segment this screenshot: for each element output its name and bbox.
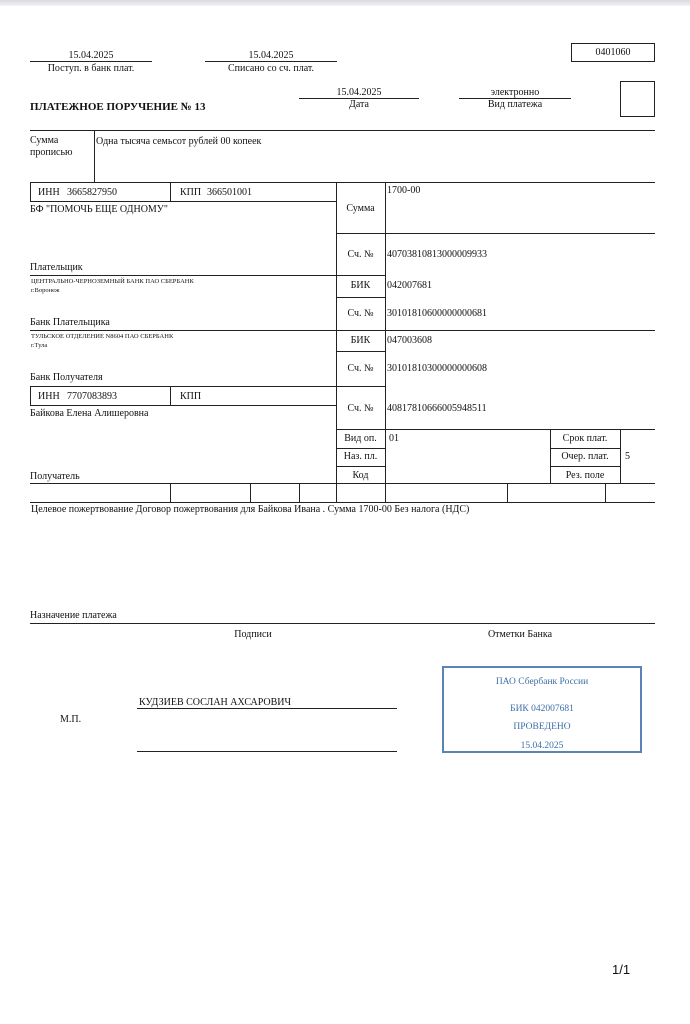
signer-name: КУДЗИЕВ СОСЛАН АХСАРОВИЧ	[139, 697, 292, 708]
bank-marks-label: Отметки Банка	[487, 629, 553, 640]
payee-bank-label: Банк Получателя	[30, 372, 103, 383]
payee-bank-bik: 047003608	[387, 335, 432, 346]
payer-bank-label: Банк Плательщика	[30, 317, 110, 328]
divider	[620, 429, 621, 483]
divider	[550, 448, 620, 449]
payee-acc: 40817810666005948511	[387, 403, 487, 414]
payee-acc-label: Сч. №	[347, 403, 374, 414]
form-code: 0401060	[595, 47, 631, 58]
amount-value: 1700-00	[387, 185, 421, 196]
divider	[30, 201, 336, 202]
divider	[336, 448, 385, 449]
bank-stamp	[442, 666, 642, 753]
page-counter: 1/1	[612, 962, 631, 977]
divider	[30, 182, 655, 183]
payment-type-label: Вид платежа	[487, 99, 543, 110]
divider	[336, 233, 655, 234]
payee-bank-bik-label: БИК	[350, 335, 371, 346]
divider	[30, 61, 152, 62]
viewer-top-bar	[0, 0, 690, 6]
received-date: 15.04.2025	[68, 50, 114, 61]
divider	[94, 130, 95, 182]
divider	[30, 182, 31, 201]
divider	[30, 386, 31, 405]
divider	[30, 405, 336, 406]
ocher-plat-value: 5	[625, 451, 630, 462]
rez-pole-label: Рез. поле	[565, 470, 605, 481]
amount-words-label-1: Сумма	[30, 135, 59, 146]
amount-words-label-2: прописью	[30, 147, 73, 158]
signature-line	[137, 708, 397, 709]
payer-bank-name: ЦЕНТРАЛЬНО-ЧЕРНОЗЕМНЫЙ БАНК ПАО СБЕРБАНК	[31, 278, 194, 285]
divider	[30, 502, 655, 503]
divider	[205, 61, 337, 62]
divider	[30, 275, 385, 276]
payer-kpp: 366501001	[207, 187, 252, 198]
naz-pl-label: Наз. пл.	[343, 451, 378, 462]
payer-label: Плательщик	[30, 262, 83, 273]
payer-account: 40703810813000009933	[387, 249, 487, 260]
empty-code-box	[620, 81, 655, 117]
purpose-text: Целевое пожертвование Договор пожертвования для Байкова Ивана . Сумма 1700-00 Без налога (НДС)	[31, 504, 470, 515]
ocher-plat-label: Очер. плат.	[561, 451, 609, 462]
payer-bank-bik-label: БИК	[350, 280, 371, 291]
document-title: ПЛАТЕЖНОЕ ПОРУЧЕНИЕ № 13	[30, 101, 206, 113]
payer-inn: 3665827950	[67, 187, 117, 198]
debited-date-label: Списано со сч. плат.	[227, 63, 315, 74]
stamp-status: ПРОВЕДЕНО	[513, 722, 571, 732]
payer-bank-acc-label: Сч. №	[347, 308, 374, 319]
divider	[170, 182, 171, 201]
divider	[299, 483, 300, 502]
payer-bank-bik: 042007681	[387, 280, 432, 291]
vid-op-label: Вид оп.	[344, 433, 377, 444]
divider	[170, 483, 171, 502]
divider	[170, 386, 171, 405]
divider	[336, 429, 655, 430]
payee-kpp-label: КПП	[180, 391, 202, 402]
payer-account-label: Сч. №	[347, 249, 374, 260]
signature-line	[137, 751, 397, 752]
divider	[30, 130, 655, 131]
divider	[30, 386, 385, 387]
signatures-label: Подписи	[234, 629, 272, 640]
received-date-label: Поступ. в банк плат.	[47, 63, 135, 74]
payer-name: БФ "ПОМОЧЬ ЕЩЕ ОДНОМУ"	[30, 204, 168, 215]
payer-bank-acc: 30101810600000000681	[387, 308, 487, 319]
vid-op-value: 01	[389, 433, 399, 444]
payee-inn-label: ИНН	[38, 391, 60, 402]
divider	[336, 297, 385, 298]
divider	[30, 483, 655, 484]
divider	[507, 483, 508, 502]
stamp-bik: БИК 042007681	[510, 704, 574, 714]
payment-type: электронно	[490, 87, 540, 98]
amount-label: Сумма	[346, 203, 375, 214]
document-date: 15.04.2025	[336, 87, 382, 98]
payee-inn: 7707083893	[67, 391, 117, 402]
divider	[30, 623, 655, 624]
divider	[336, 351, 385, 352]
mp-label: М.П.	[60, 714, 82, 725]
payer-bank-city: г.Воронеж	[31, 287, 60, 294]
payee-name: Байкова Елена Алишеровна	[30, 408, 149, 419]
payee-label: Получатель	[30, 471, 80, 482]
purpose-label: Назначение платежа	[30, 610, 117, 621]
form-code-box	[571, 43, 655, 62]
divider	[336, 466, 385, 467]
amount-words-value: Одна тысяча семьсот рублей 00 копеек	[96, 136, 262, 147]
kod-label: Код	[352, 470, 369, 481]
debited-date: 15.04.2025	[248, 50, 294, 61]
srok-plat-label: Срок плат.	[562, 433, 608, 444]
payee-bank-city: г.Тула	[31, 342, 48, 349]
payee-bank-acc-label: Сч. №	[347, 363, 374, 374]
divider	[550, 466, 620, 467]
divider	[250, 483, 251, 502]
payer-kpp-label: КПП	[180, 187, 202, 198]
document-date-label: Дата	[349, 99, 369, 110]
divider	[30, 330, 655, 331]
payee-bank-acc: 30101810300000000608	[387, 363, 487, 374]
divider	[605, 483, 606, 502]
stamp-bank-name: ПАО Сбербанк России	[495, 677, 589, 687]
payer-inn-label: ИНН	[38, 187, 60, 198]
divider	[385, 182, 386, 502]
stamp-date: 15.04.2025	[520, 741, 564, 751]
payee-bank-name: ТУЛЬСКОЕ ОТДЕЛЕНИЕ N8604 ПАО СБЕРБАНК	[31, 333, 174, 340]
